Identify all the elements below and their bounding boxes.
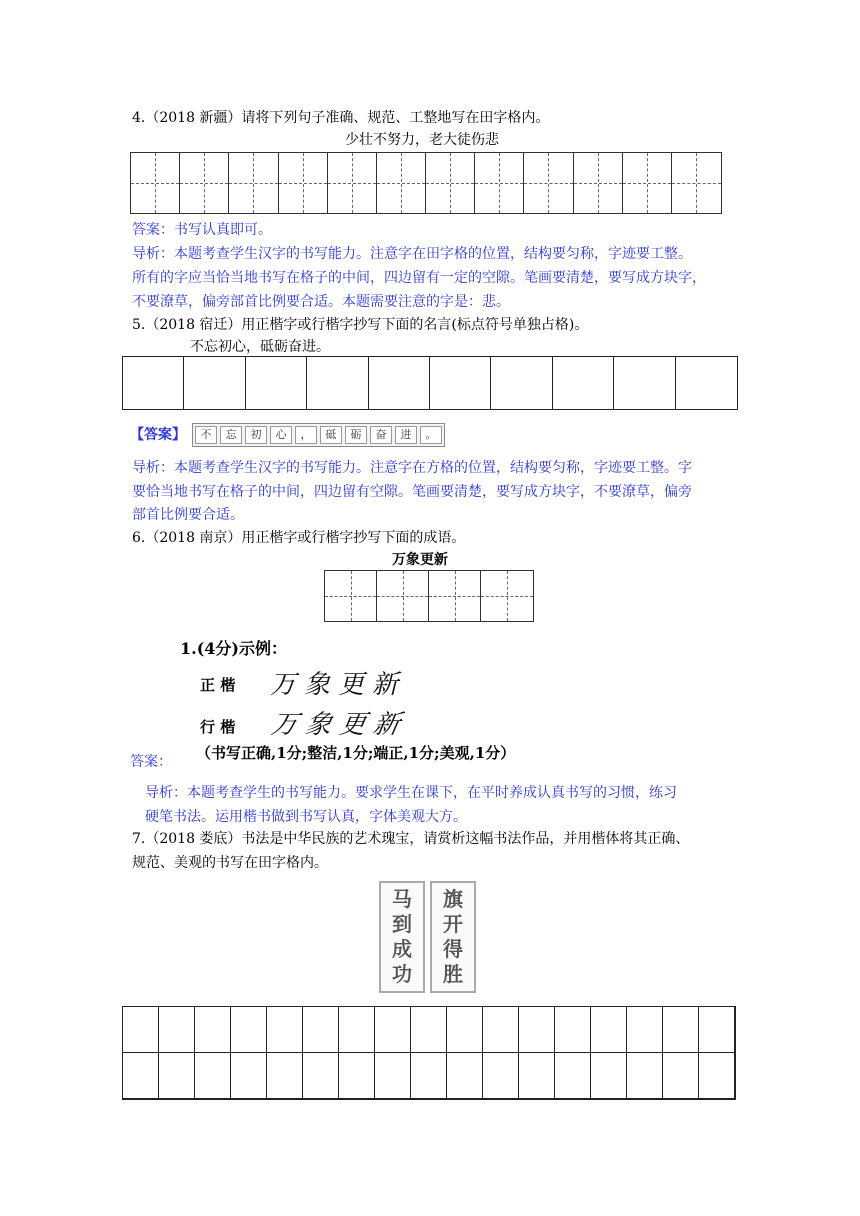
answer-char: 心 [270, 426, 292, 444]
grid-cell[interactable] [627, 1007, 663, 1053]
grid-cell[interactable] [614, 357, 675, 409]
grid-cell[interactable] [447, 1053, 483, 1099]
grid-cell[interactable] [229, 153, 278, 213]
grid-cell[interactable] [369, 357, 430, 409]
grid-cell[interactable] [447, 1007, 483, 1053]
q6-analysis-line1: 导析：本题考查学生的书写能力。要求学生在课下，在平时养成认真书写的习惯，练习 [145, 785, 677, 801]
q4-title: 4.（2018 新疆）请将下列句子准确、规范、工整地写在田字格内。 [132, 110, 550, 126]
q5-analysis-line3: 部首比例要合适。 [132, 507, 244, 523]
grid-cell[interactable] [699, 1007, 735, 1053]
answer-char: 初 [245, 426, 267, 444]
scroll-char: 功 [392, 962, 412, 986]
grid-cell[interactable] [483, 1053, 519, 1099]
scroll-char: 开 [443, 912, 463, 936]
q6-answer-label: 答案： [130, 754, 172, 770]
answer-char: 砥 [320, 426, 342, 444]
grid-cell[interactable] [375, 1007, 411, 1053]
q5-answer-label: 【答案】 [130, 427, 186, 443]
grid-cell[interactable] [524, 153, 573, 213]
grid-cell[interactable] [591, 1053, 627, 1099]
q5-answer-image [192, 423, 445, 447]
grid-cell[interactable] [555, 1053, 591, 1099]
grid-cell[interactable] [426, 153, 475, 213]
grid-cell[interactable] [131, 153, 180, 213]
grid-cell[interactable] [377, 571, 429, 621]
grid-cell[interactable] [279, 153, 328, 213]
grid-cell[interactable] [475, 153, 524, 213]
label-kaishu: 正 楷 [200, 676, 236, 694]
q6-title: 6.（2018 南京）用正楷字或行楷字抄写下面的成语。 [132, 530, 466, 546]
grid-cell[interactable] [159, 1053, 195, 1099]
grid-cell[interactable] [663, 1007, 699, 1053]
calligraphy-scroll-left [379, 881, 425, 993]
q4-analysis-line2: 所有的字应当恰当地书写在格子的中间，四边留有一定的空隙。笔画要清楚，要写成方块字， [132, 270, 706, 286]
q5-analysis-line1: 导析：本题考查学生汉字的书写能力。注意字在方格的位置，结构要匀称，字迹要工整。字 [132, 460, 692, 476]
grid-cell[interactable] [519, 1053, 555, 1099]
grid-cell[interactable] [672, 153, 721, 213]
q7-title-line1: 7.（2018 娄底）书法是中华民族的艺术瑰宝，请赏析这幅书法作品，并用楷体将其正确、 [132, 831, 690, 847]
grid-cell[interactable] [481, 571, 533, 621]
grid-cell[interactable] [483, 1007, 519, 1053]
q6-tianzige-grid[interactable] [324, 570, 534, 622]
grid-cell[interactable] [231, 1007, 267, 1053]
scroll-char: 到 [392, 912, 412, 936]
grid-cell[interactable] [339, 1053, 375, 1099]
grid-cell[interactable] [699, 1053, 735, 1099]
scroll-char: 成 [392, 937, 412, 961]
grid-cell[interactable] [123, 357, 184, 409]
kaishu-sample: 万象更新 [270, 670, 407, 700]
grid-cell[interactable] [663, 1053, 699, 1099]
grid-cell[interactable] [159, 1007, 195, 1053]
scroll-char: 马 [392, 887, 412, 911]
grid-cell[interactable] [195, 1007, 231, 1053]
scroll-char: 得 [443, 937, 463, 961]
q6-idiom: 万象更新 [392, 552, 448, 568]
grid-cell[interactable] [339, 1007, 375, 1053]
grid-cell[interactable] [623, 153, 672, 213]
grid-cell[interactable] [246, 357, 307, 409]
q7-writing-grid[interactable] [122, 1006, 736, 1100]
answer-char: 进 [395, 426, 417, 444]
grid-cell[interactable] [377, 153, 426, 213]
grid-cell[interactable] [411, 1007, 447, 1053]
grid-cell[interactable] [429, 571, 481, 621]
grid-cell[interactable] [676, 357, 737, 409]
grid-cell[interactable] [519, 1007, 555, 1053]
grid-cell[interactable] [267, 1007, 303, 1053]
grid-cell[interactable] [375, 1053, 411, 1099]
grid-cell[interactable] [231, 1053, 267, 1099]
q5-analysis-line2: 要恰当地书写在格子的中间，四边留有空隙。笔画要清楚，要写成方块字，不要潦草，偏旁 [132, 484, 692, 500]
grid-cell[interactable] [303, 1053, 339, 1099]
answer-char: ， [295, 426, 317, 444]
grid-cell[interactable] [267, 1053, 303, 1099]
q4-sentence: 少壮不努力，老大徒伤悲 [345, 132, 499, 148]
grid-cell[interactable] [307, 357, 368, 409]
grid-cell[interactable] [180, 153, 229, 213]
scroll-char: 旗 [443, 887, 463, 911]
grid-cell[interactable] [430, 357, 491, 409]
xingshu-sample: 万象更新 [268, 710, 411, 740]
answer-char: 。 [420, 426, 442, 444]
calligraphy-scroll-right [430, 881, 476, 993]
grid-cell[interactable] [325, 571, 377, 621]
grid-cell[interactable] [328, 153, 377, 213]
answer-char: 砺 [345, 426, 367, 444]
grid-cell[interactable] [491, 357, 552, 409]
answer-char: 奋 [370, 426, 392, 444]
grid-cell[interactable] [574, 153, 623, 213]
scroll-char: 胜 [443, 962, 463, 986]
grid-cell[interactable] [555, 1007, 591, 1053]
grid-cell[interactable] [553, 357, 614, 409]
q5-title: 5.（2018 宿迁）用正楷字或行楷字抄写下面的名言(标点符号单独占格)。 [132, 317, 589, 333]
q5-box-grid[interactable] [122, 356, 738, 410]
answer-char: 不 [195, 426, 217, 444]
q4-analysis-line3: 不要潦草，偏旁部首比例要合适。本题需要注意的字是：悲。 [132, 294, 510, 310]
q4-answer: 答案：书写认真即可。 [132, 222, 272, 238]
grid-cell[interactable] [123, 1007, 159, 1053]
q6-scoring: （书写正确,1分;整洁,1分;端正,1分;美观,1分） [196, 744, 516, 762]
grid-cell[interactable] [627, 1053, 663, 1099]
label-xingshu: 行 楷 [200, 718, 236, 736]
grid-cell[interactable] [591, 1007, 627, 1053]
q7-title-line2: 规范、美观的书写在田字格内。 [132, 855, 328, 871]
answer-char: 忘 [220, 426, 242, 444]
q5-quote: 不忘初心，砥砺奋进。 [190, 339, 330, 355]
q4-analysis-line1: 导析：本题考查学生汉字的书写能力。注意字在田字格的位置，结构要匀称，字迹要工整。 [132, 246, 692, 262]
grid-cell[interactable] [184, 357, 245, 409]
grid-cell[interactable] [411, 1053, 447, 1099]
grid-cell[interactable] [303, 1007, 339, 1053]
q6-sample-header: 1.(4分)示例： [180, 639, 287, 658]
q6-analysis-line2: 硬笔书法。运用楷书做到书写认真，字体美观大方。 [145, 809, 467, 825]
grid-cell[interactable] [195, 1053, 231, 1099]
q4-tianzige-grid[interactable] [130, 152, 722, 214]
grid-cell[interactable] [123, 1053, 159, 1099]
